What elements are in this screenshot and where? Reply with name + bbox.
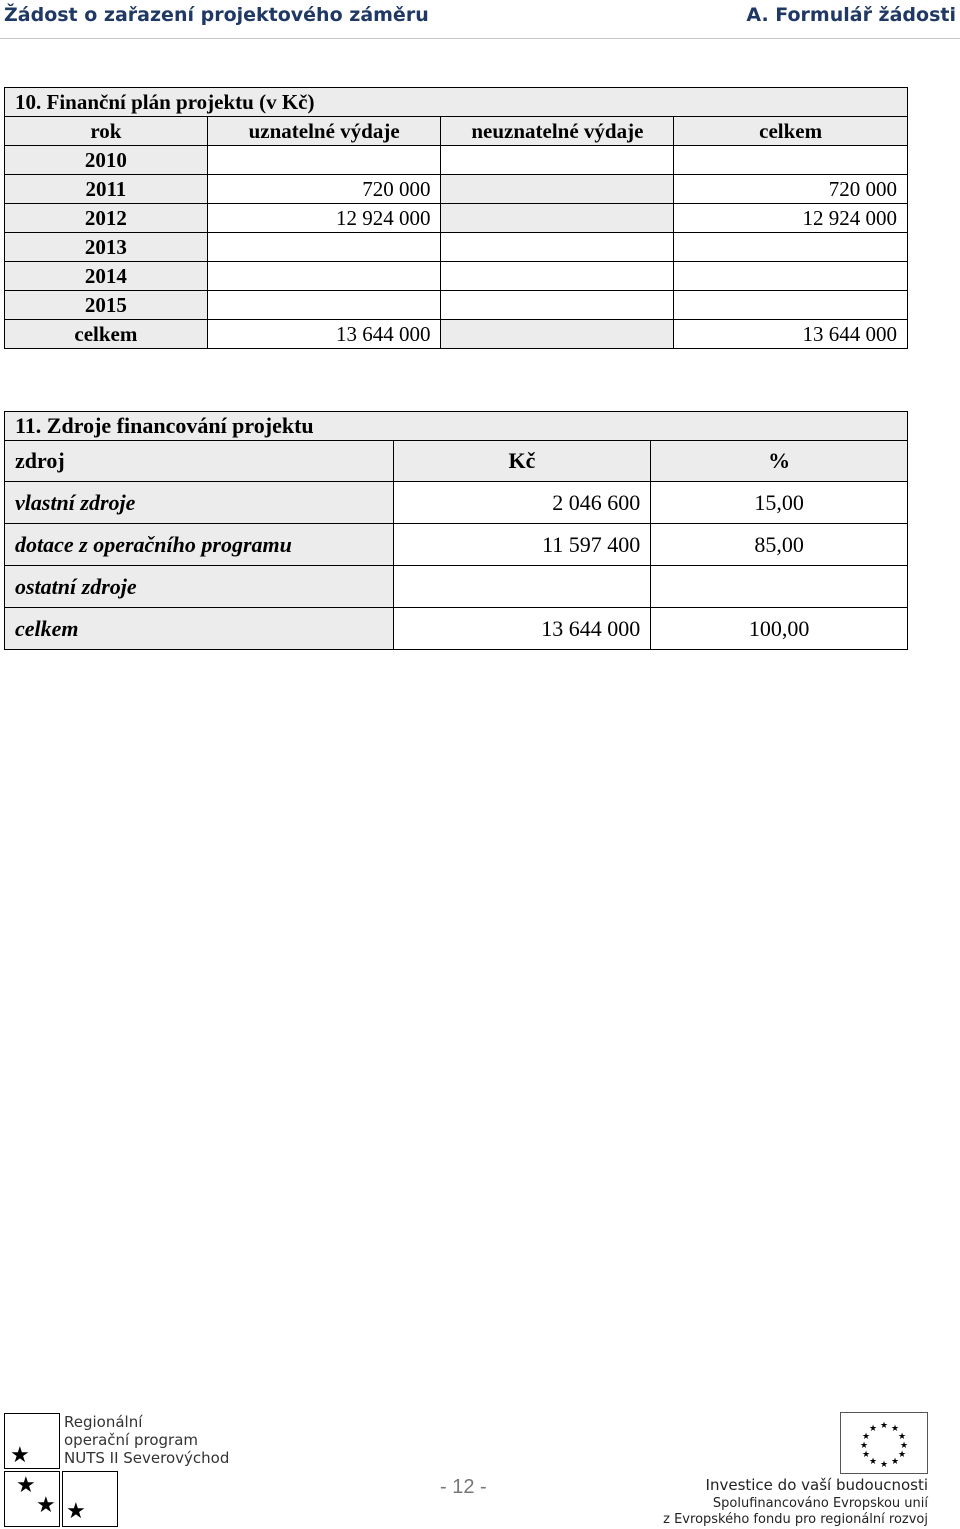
rop-logo-text <box>64 1413 229 1467</box>
table-row <box>5 262 908 291</box>
svg-text:★: ★ <box>859 1441 869 1451</box>
table-row <box>5 204 908 233</box>
column-header-eligible: uznatelné výdaje <box>207 117 441 146</box>
table-row <box>5 482 908 524</box>
year-cell: 2015 <box>5 291 208 320</box>
total-cell: 13 644 000 <box>674 320 908 349</box>
table-row <box>5 233 908 262</box>
source-cell: ostatní zdroje <box>5 566 394 608</box>
column-header-amount: Kč <box>393 441 651 482</box>
svg-text:★: ★ <box>899 1441 909 1451</box>
svg-text:★: ★ <box>879 1421 889 1431</box>
svg-text:★: ★ <box>861 1432 871 1442</box>
percent-cell: 85,00 <box>651 524 908 566</box>
ineligible-cell <box>441 233 674 262</box>
year-cell: 2013 <box>5 233 208 262</box>
column-header-source: zdroj <box>5 441 394 482</box>
ineligible-cell <box>441 204 674 233</box>
eu-flag-icon <box>840 1412 928 1474</box>
table-row-total <box>5 608 908 650</box>
svg-text:★: ★ <box>861 1450 871 1460</box>
ineligible-cell <box>441 146 674 175</box>
rop-line: Regionální <box>64 1413 143 1431</box>
eu-slogan: Investice do vaší budoucnosti <box>705 1476 928 1494</box>
total-cell <box>674 262 908 291</box>
svg-text:★: ★ <box>890 1457 900 1467</box>
financial-plan-header-row <box>5 117 908 146</box>
svg-text:★: ★ <box>890 1424 900 1434</box>
table-row <box>5 524 908 566</box>
source-cell: dotace z operačního programu <box>5 524 394 566</box>
ineligible-cell <box>441 262 674 291</box>
page-number: - 12 - <box>440 1476 487 1498</box>
year-cell: 2012 <box>5 204 208 233</box>
svg-text:★: ★ <box>897 1432 907 1442</box>
eligible-cell <box>207 233 441 262</box>
percent-cell: 15,00 <box>651 482 908 524</box>
amount-cell: 11 597 400 <box>393 524 651 566</box>
percent-cell <box>651 566 908 608</box>
document-title: Žádost o zařazení projektového záměru <box>4 4 429 26</box>
eu-fund-line: z Evropského fondu pro regionální rozvoj <box>663 1512 928 1527</box>
funding-sources-title: 11. Zdroje financování projektu <box>5 412 908 441</box>
year-cell: 2011 <box>5 175 208 204</box>
table-row <box>5 291 908 320</box>
svg-text:★: ★ <box>879 1460 889 1470</box>
table-row <box>5 175 908 204</box>
svg-text:★: ★ <box>897 1450 907 1460</box>
amount-cell: 13 644 000 <box>393 608 651 650</box>
year-cell: 2010 <box>5 146 208 175</box>
eligible-cell <box>207 146 441 175</box>
eu-cofinancing-line: Spolufinancováno Evropskou unií <box>712 1496 928 1511</box>
svg-text:★: ★ <box>868 1424 878 1434</box>
table-row <box>5 146 908 175</box>
eligible-cell: 12 924 000 <box>207 204 441 233</box>
financial-plan-title: 10. Finanční plán projektu (v Kč) <box>5 88 908 117</box>
table-row-total <box>5 320 908 349</box>
eligible-cell: 13 644 000 <box>207 320 441 349</box>
financial-plan-table <box>4 87 908 349</box>
rop-line: operační program <box>64 1431 199 1449</box>
column-header-year: rok <box>5 117 208 146</box>
total-cell <box>674 146 908 175</box>
funding-sources-header-row <box>5 441 908 482</box>
funding-sources-table <box>4 411 908 650</box>
form-section-title: A. Formulář žádosti <box>746 4 956 26</box>
source-cell: celkem <box>5 608 394 650</box>
eligible-cell <box>207 291 441 320</box>
rop-line: NUTS II Severovýchod <box>64 1449 230 1467</box>
column-header-ineligible: neuznatelné výdaje <box>441 117 674 146</box>
column-header-total: celkem <box>674 117 908 146</box>
eligible-cell: 720 000 <box>207 175 441 204</box>
svg-text:★: ★ <box>868 1457 878 1467</box>
amount-cell: 2 046 600 <box>393 482 651 524</box>
source-cell: vlastní zdroje <box>5 482 394 524</box>
ineligible-cell <box>441 320 674 349</box>
table-row <box>5 566 908 608</box>
total-cell: 720 000 <box>674 175 908 204</box>
total-cell: 12 924 000 <box>674 204 908 233</box>
year-cell: celkem <box>5 320 208 349</box>
year-cell: 2014 <box>5 262 208 291</box>
amount-cell <box>393 566 651 608</box>
percent-cell: 100,00 <box>651 608 908 650</box>
ineligible-cell <box>441 291 674 320</box>
ineligible-cell <box>441 175 674 204</box>
column-header-percent: % <box>651 441 908 482</box>
header-divider <box>0 38 960 39</box>
total-cell <box>674 233 908 262</box>
eligible-cell <box>207 262 441 291</box>
total-cell <box>674 291 908 320</box>
